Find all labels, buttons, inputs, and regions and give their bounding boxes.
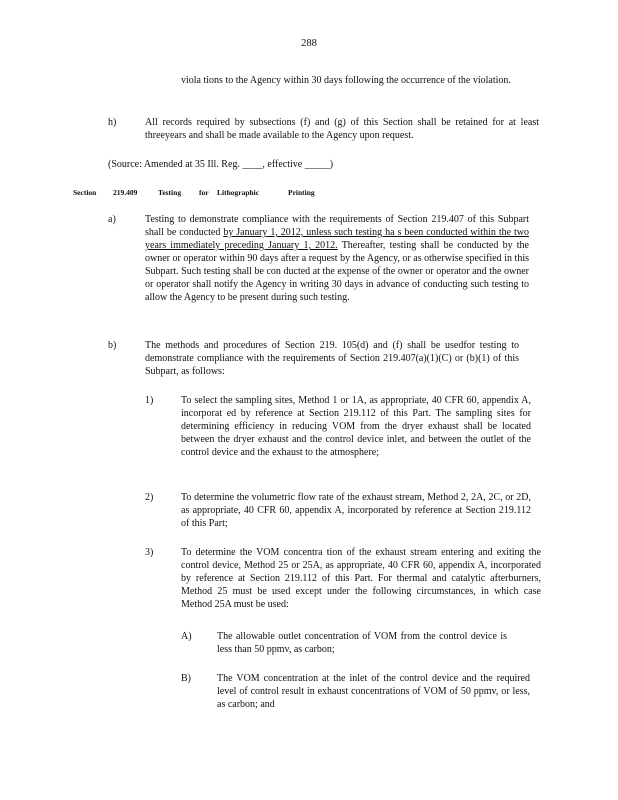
page-number: 288 <box>301 38 317 49</box>
item-a-text-underlined: by January 1, 2012, unless such testing ha s been conducted within the two years immediately preceding January 1, 2012. <box>145 227 529 251</box>
item-b1-marker: 1) <box>145 395 154 406</box>
section-heading <box>0 186 618 198</box>
continuation-paragraph: viola tions to the Agency within 30 days following the occurrence of the violation. <box>181 75 511 86</box>
section-heading-word-for: for <box>199 188 209 197</box>
item-b1-text: To select the sampling sites, Method 1 or 1A, as appropriate, 40 CFR 60, appendix A, incorporat ed by reference at Section 219.112 of this Part. The sampling sites for determining efficiency in reducing VOM from the dryer exhaust shall be located between the dryer exhaust and the control device inlet, and between the outlet of the control device and the exhaust to the atmosphere; <box>181 395 531 458</box>
source-note: (Source: Amended at 35 Ill. Reg. ____, effective _____) <box>108 159 334 170</box>
section-heading-number: 219.409 <box>113 188 138 197</box>
item-b2-text: To determine the volumetric flow rate of the exhaust stream, Method 2, 2A, 2C, or 2D, as appropriate, 40 CFR 60, appendix A, incorporated by reference at Section 219.112 of this Part; <box>181 492 531 529</box>
section-heading-word-lithographic: Lithographic <box>217 188 260 197</box>
item-b3A-marker: A) <box>181 631 192 642</box>
item-a-marker: a) <box>108 214 116 225</box>
item-b3A-text: The allowable outlet concentration of VOM from the control device is less than 50 ppmv, as carbon; <box>217 631 507 655</box>
item-a-text <box>145 213 529 304</box>
section-heading-word-printing: Printing <box>288 188 315 197</box>
item-a-text-before: Testing to demonstrate compliance with the requirements of Section 219.407 of this Subpart shall be conducted <box>145 214 529 238</box>
item-a-text-after: Thereafter, testing shall be conducted by the owner or operator within 90 days after a request by the Agency, or as otherwise specified in this Subpart. Such testing shall be con ducted at the expense of the owner or operator and the owner or operator shall notify the Agency in writing 30 days in advance of conducting such testing to allow the Agency to be present during such testing. <box>145 240 529 303</box>
item-h-marker: h) <box>108 117 117 128</box>
section-heading-word-testing: Testing <box>158 188 182 197</box>
item-b3B-marker: B) <box>181 673 191 684</box>
item-b-text: The methods and procedures of Section 219. 105(d) and (f) shall be usedfor testing to demonstrate compliance with the requirements of Section 219.407(a)(1)(C) or (b)(1) of this Subpart, as follows: <box>145 340 519 377</box>
item-b2-marker: 2) <box>145 492 154 503</box>
item-b3-text: To determine the VOM concentra tion of the exhaust stream entering and exiting the control device, Method 25 or 25A, as appropriate, 40 CFR 60, appendix A, incorporated by reference at Section 219.112 of this Part. For thermal and catalytic afterburners, Method 25 must be used except under the following circumstances, in which case Method 25A must be used: <box>181 547 541 610</box>
item-h-text: All records required by subsections (f) and (g) of this Section shall be retained for at least threeyears and shall be made available to the Agency upon request. <box>145 117 539 141</box>
item-b3B-text: The VOM concentration at the inlet of the control device and the required level of control result in exhaust concentrations of VOM of 50 ppmv, or less, as carbon; and <box>217 673 530 710</box>
item-b3-marker: 3) <box>145 547 154 558</box>
section-heading-label: Section <box>73 188 97 197</box>
item-b-marker: b) <box>108 340 117 351</box>
